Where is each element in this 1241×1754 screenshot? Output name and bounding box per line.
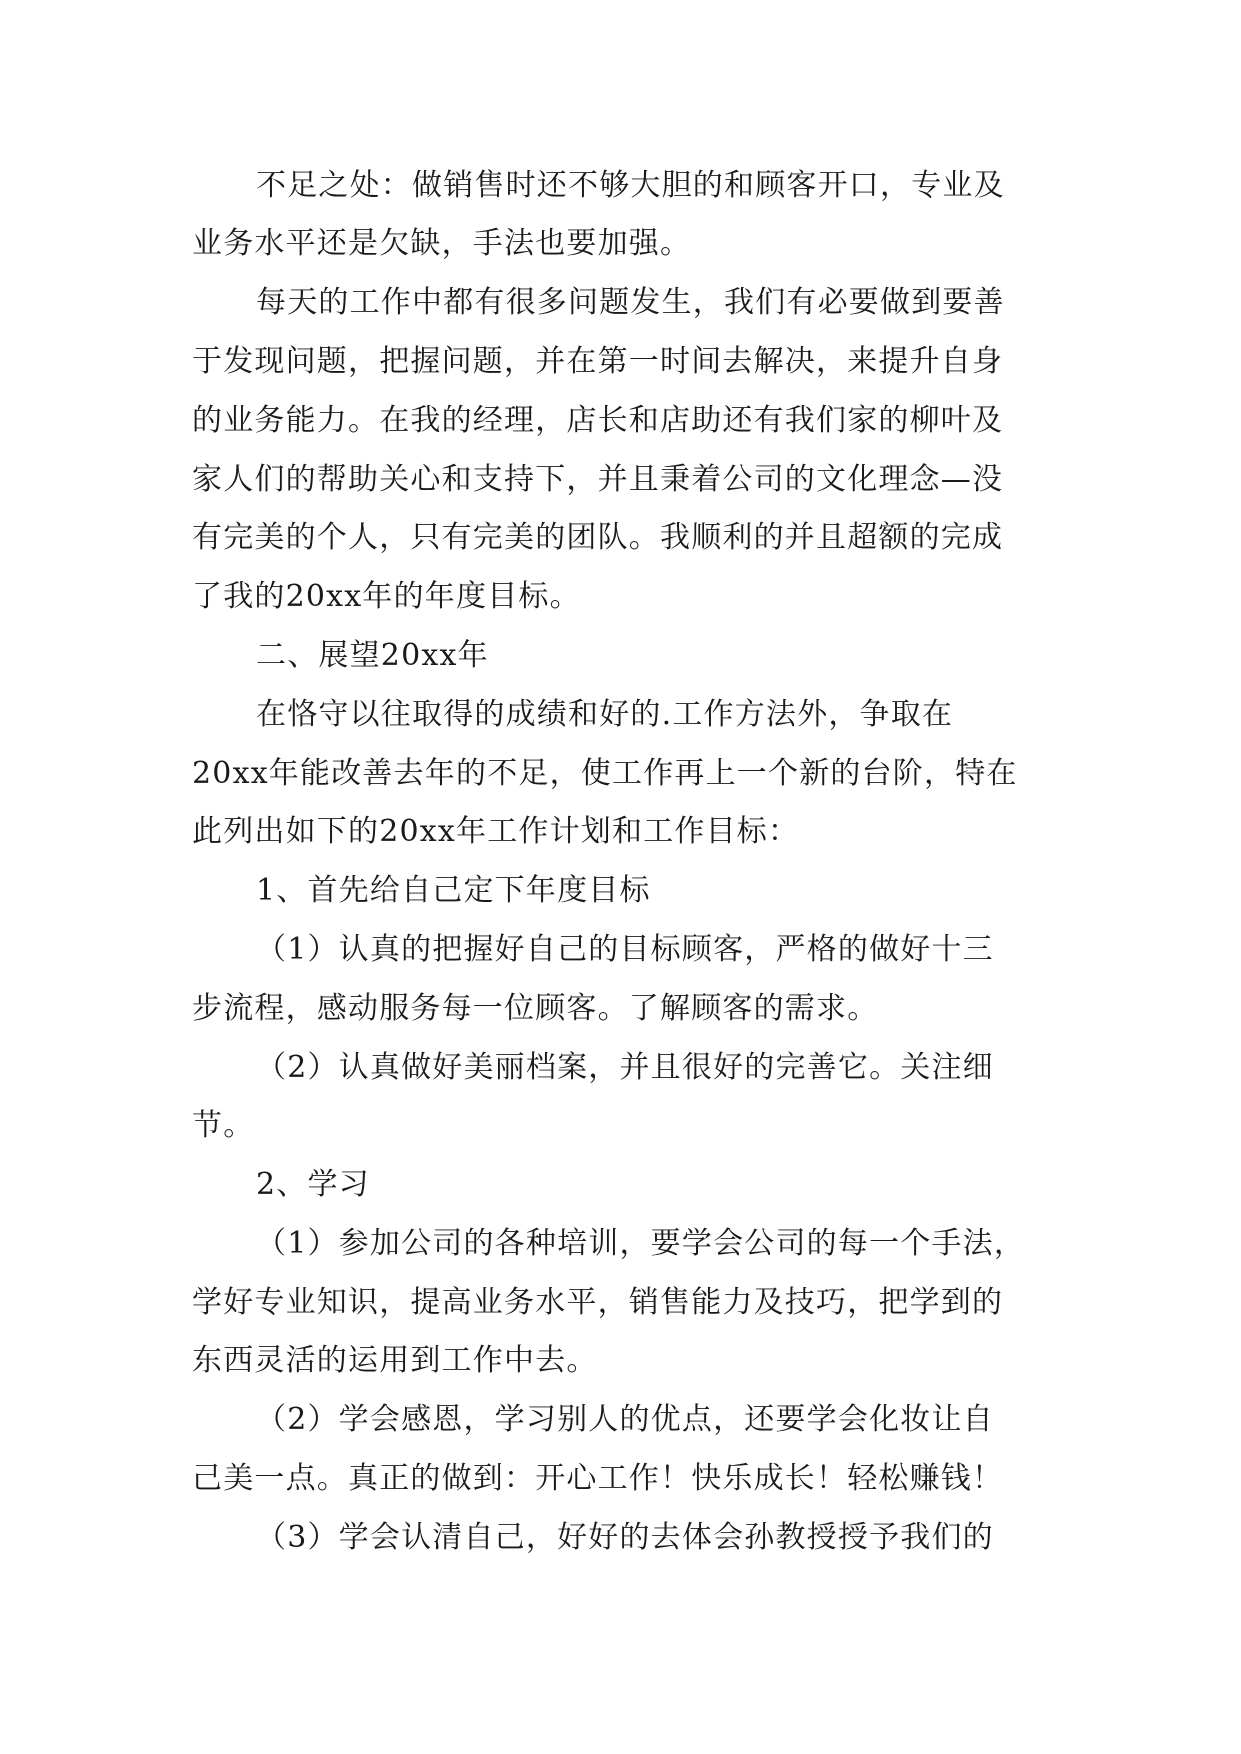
subsection-heading: 1、首先给自己定下年度目标 xyxy=(256,873,651,908)
text-line: 有完美的个人，只有完美的团队。我顺利的并且超额的完成 xyxy=(192,520,1004,555)
text-line: 的业务能力。在我的经理，店长和店助还有我们家的柳叶及 xyxy=(192,403,1004,438)
text-line: 步流程，感动服务每一位顾客。了解顾客的需求。 xyxy=(192,991,879,1026)
text-line: 了我的20xx年的年度目标。 xyxy=(192,579,581,614)
text-line: （2）认真做好美丽档案，并且很好的完善它。关注细 xyxy=(256,1050,994,1085)
text-line: （3）学会认清自己，好好的去体会孙教授授予我们的 xyxy=(256,1520,994,1555)
text-line: 此列出如下的20xx年工作计划和工作目标： xyxy=(192,814,800,849)
section-heading: 二、展望20xx年 xyxy=(256,638,489,673)
text-line: 业务水平还是欠缺，手法也要加强。 xyxy=(192,226,692,261)
subsection-heading: 2、学习 xyxy=(256,1167,370,1202)
text-line: 在恪守以往取得的成绩和好的.工作方法外，争取在 xyxy=(256,697,954,732)
text-line: 于发现问题，把握问题，并在第一时间去解决，来提升自身 xyxy=(192,344,1004,379)
text-line: 20xx年能改善去年的不足，使工作再上一个新的台阶，特在 xyxy=(192,756,1018,791)
text-line: 不足之处：做销售时还不够大胆的和顾客开口，专业及 xyxy=(256,168,1005,203)
text-line: 东西灵活的运用到工作中去。 xyxy=(192,1343,598,1378)
text-line: 学好专业知识，提高业务水平，销售能力及技巧，把学到的 xyxy=(192,1285,1004,1320)
text-line: （2）学会感恩，学习别人的优点，还要学会化妆让自 xyxy=(256,1402,994,1437)
text-line: （1）认真的把握好自己的目标顾客，严格的做好十三 xyxy=(256,932,994,967)
text-line: 家人们的帮助关心和支持下，并且秉着公司的文化理念—没 xyxy=(192,462,1004,497)
text-line: （1）参加公司的各种培训，要学会公司的每一个手法， xyxy=(256,1226,1026,1261)
text-line: 己美一点。真正的做到：开心工作！快乐成长！轻松赚钱！ xyxy=(192,1461,1004,1496)
text-line: 节。 xyxy=(192,1108,255,1143)
text-line: 每天的工作中都有很多问题发生，我们有必要做到要善 xyxy=(256,285,1005,320)
